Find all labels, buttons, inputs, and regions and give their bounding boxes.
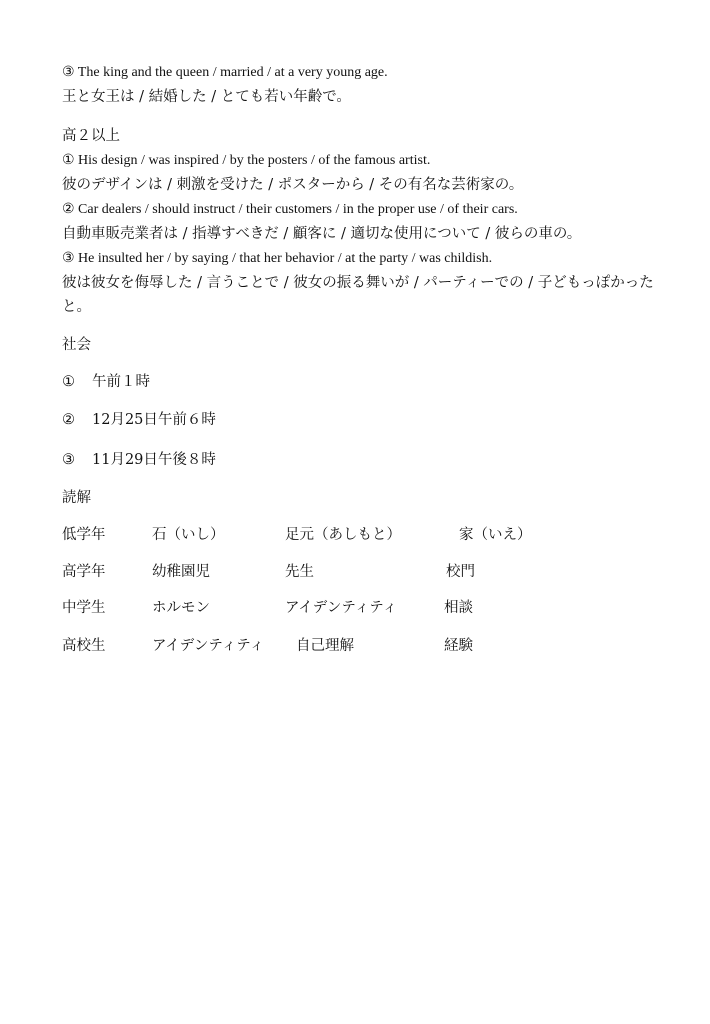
table-cell: 自己理解: [296, 638, 354, 654]
table-cell: 先生: [285, 564, 314, 580]
high2-answer-1-japanese: 彼のデザインは / 刺激を受けた / ポスターから / その有名な芸術家の。: [62, 177, 524, 193]
high2-answer-3-english: ③ He insulted her / by saying / that her behavior / at the party / was childish.: [62, 251, 493, 266]
social-item-answer: 12月25日午前６時: [92, 412, 216, 428]
table-cell: 家（いえ）: [459, 527, 532, 543]
answer-3-english: ③ The king and the queen / married / at a very young age.: [62, 65, 388, 80]
table-cell: 石（いし）: [152, 527, 225, 543]
high2-answer-1-english: ① His design / was inspired / by the posters / of the famous artist.: [62, 153, 431, 168]
social-item-number: ②: [62, 412, 75, 428]
high2-answer-3-japanese-line2: と。: [62, 299, 91, 315]
social-item-answer: 午前１時: [92, 374, 150, 390]
table-cell: アイデンティティ: [152, 638, 265, 654]
grade-label: 高学年: [62, 564, 106, 580]
high2-answer-2-japanese: 自動車販売業者は / 指導すべきだ / 顧客に / 適切な使用について / 彼らの車の。: [62, 226, 582, 242]
grade-label: 低学年: [62, 527, 106, 543]
social-item-number: ①: [62, 374, 75, 390]
grade-label: 中学生: [62, 600, 106, 616]
table-cell: 足元（あしもと）: [285, 527, 401, 543]
section-heading-reading: 読解: [62, 490, 91, 506]
table-cell: 相談: [444, 600, 473, 616]
social-item-number: ③: [62, 452, 75, 468]
table-cell: アイデンティティ: [285, 600, 398, 616]
answer-3-japanese: 王と女王は / 結婚した / とても若い年齢で。: [62, 89, 351, 105]
social-item-answer: 11月29日午後８時: [92, 452, 216, 468]
grade-label: 高校生: [62, 638, 106, 654]
section-heading-high2: 高２以上: [62, 128, 120, 144]
table-cell: 校門: [446, 564, 475, 580]
high2-answer-2-english: ② Car dealers / should instruct / their customers / in the proper use / of their cars.: [62, 202, 518, 217]
table-cell: ホルモン: [152, 600, 210, 616]
section-heading-social: 社会: [62, 337, 91, 353]
table-cell: 経験: [444, 638, 473, 654]
high2-answer-3-japanese-line1: 彼は彼女を侮辱した / 言うことで / 彼女の振る舞いが / パーティーでの / 子どもっぽかった: [62, 275, 654, 291]
table-cell: 幼稚園児: [152, 564, 210, 580]
